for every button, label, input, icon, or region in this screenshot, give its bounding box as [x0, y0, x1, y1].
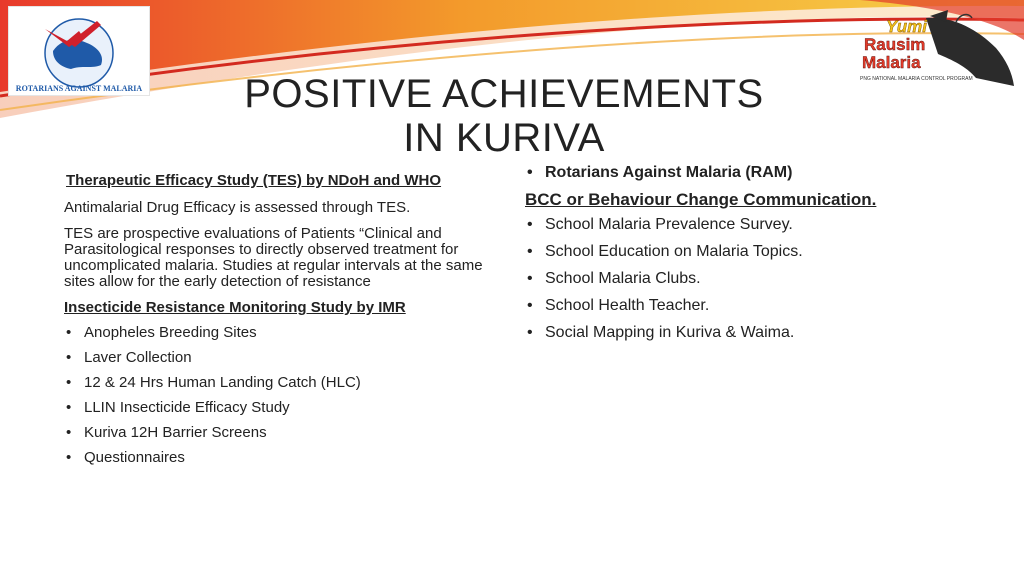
ram-item: • Rotarians Against Malaria (RAM)	[525, 164, 995, 182]
list-item: • Questionnaires	[64, 449, 504, 474]
irm-list	[64, 324, 504, 474]
title-line-2: IN KURIVA	[403, 116, 605, 160]
right-column	[525, 164, 995, 351]
list-item: • LLIN Insecticide Efficacy Study	[64, 399, 504, 424]
slide-title	[200, 72, 808, 160]
rotarians-logo-text: ROTARIANS AGAINST MALARIA	[15, 84, 143, 93]
logo-caption: PNG NATIONAL MALARIA CONTROL PROGRAM	[860, 76, 973, 82]
list-item: • School Malaria Prevalence Survey.	[525, 216, 995, 243]
list-item: • 12 & 24 Hrs Human Landing Catch (HLC)	[64, 374, 504, 399]
yumi-text: Yumi	[886, 17, 927, 36]
list-item: • Social Mapping in Kuriva & Waima.	[525, 324, 995, 351]
rotarians-logo	[8, 6, 150, 96]
malaria-text: Malaria	[862, 53, 921, 72]
bcc-list	[525, 216, 995, 351]
ram-list	[525, 164, 995, 182]
tes-body: TES are prospective evaluations of Patients “Clinical and Parasitological responses to directly observed treatment for uncomplicated malaria. Studies at regular intervals at the same sites allow for the early detection of resistance	[64, 225, 483, 290]
list-item: • Anopheles Breeding Sites	[64, 324, 504, 349]
list-item: • Kuriva 12H Barrier Screens	[64, 424, 504, 449]
left-column	[64, 172, 504, 474]
title-line-1: POSITIVE ACHIEVEMENTS	[244, 72, 764, 116]
tes-intro: Antimalarial Drug Efficacy is assessed through TES.	[64, 199, 411, 216]
list-item: • School Education on Malaria Topics.	[525, 243, 995, 270]
list-item: • Laver Collection	[64, 349, 504, 374]
list-item: • School Health Teacher.	[525, 297, 995, 324]
tes-heading: Therapeutic Efficacy Study (TES) by NDoH and WHO	[66, 172, 442, 189]
list-item: • School Malaria Clubs.	[525, 270, 995, 297]
bcc-heading: BCC or Behaviour Change Communication.	[525, 190, 877, 209]
yumi-rausim-malaria-logo	[856, 8, 1016, 94]
rausim-text: Rausim	[864, 35, 926, 54]
irm-heading: Insecticide Resistance Monitoring Study by IMR	[64, 299, 406, 316]
